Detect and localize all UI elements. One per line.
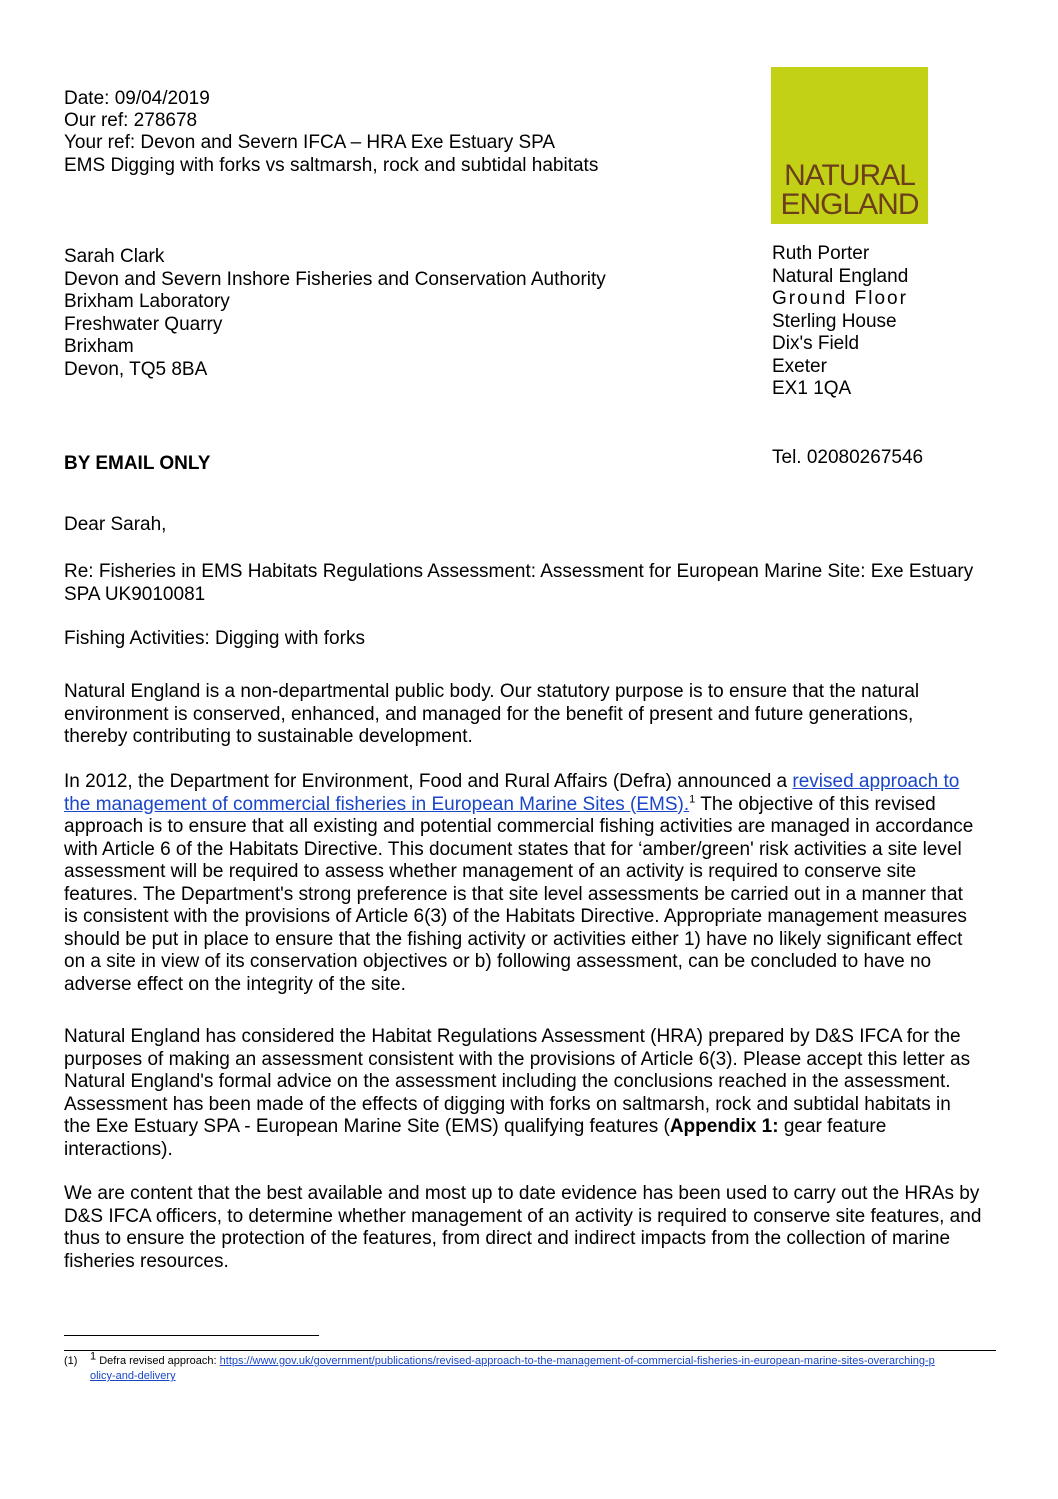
salutation: Dear Sarah,: [64, 514, 167, 535]
recipient-address: [64, 246, 606, 381]
recipient-line: Brixham Laboratory: [64, 291, 230, 312]
sender-line: Ground Floor: [772, 288, 908, 309]
sender-address: [772, 243, 908, 401]
sender-line: Ruth Porter: [772, 243, 870, 264]
sender-line: Dix's Field: [772, 333, 860, 354]
logo-text-natural: NATURAL: [784, 159, 915, 192]
footnote-number: 1: [90, 1350, 97, 1363]
natural-england-logo: [771, 67, 928, 224]
paragraph-statutory-purpose: Natural England is a non-departmental public body. Our statutory purpose is to ensure that the natural environment is conserved, enhanced, and managed for the benefit of present and future generations, thereby contributing to sustainable development.: [64, 681, 920, 747]
letter-subject: EMS Digging with forks vs saltmarsh, rock and subtidal habitats: [64, 155, 599, 176]
sender-line: Sterling House: [772, 310, 897, 332]
paragraph-text: Natural England has considered the Habitat Regulations Assessment (HRA) prepared by D&S IFCA for the purposes of making an assessment consistent with the provisions of Article 6(3). Please accept this letter as Natural England's formal advice on the assessment including the conclusions reached in the assessment. Assessment has been made of the effects of digging with forks on saltmarsh, rock and subtidal habitats in the Exe Estuary SPA - European Marine Site (EMS) qualifying features (: [64, 1026, 971, 1137]
footnote-url-link[interactable]: https://www.gov.uk/government/publications/revised-approach-to-the-management-of-commercial-fisheries-in-european-marine-sites-overarching-policy-and-delivery: [90, 1355, 935, 1382]
sender-line: Natural England: [772, 265, 909, 287]
our-reference: Our ref: 278678: [64, 110, 198, 131]
paragraph-text: The objective of this revised approach is to ensure that all existing and potential commercial fishing activities are managed in accordance with Article 6 of the Habitats Directive. This document states that for ‘amber/green' risk activities a site level assessment will be required to assess whether management of an activity is required to conserve site features. The Department's strong preference is that site level assessments be carried out in a manner that is consistent with the provisions of Article 6(3) of the Habitats Directive. Appropriate management measures should be put in place to ensure that the fishing activity or activities either 1) have no likely significant effect on a site in view of its conservation objectives or b) following assessment, can be concluded to have no adverse effect on the integrity of the site.: [64, 793, 974, 995]
sender-telephone: Tel. 02080267546: [772, 447, 924, 468]
recipient-line: Brixham: [64, 336, 134, 357]
fishing-activities: Fishing Activities: Digging with forks: [64, 628, 365, 649]
appendix-reference: Appendix 1:: [669, 1116, 779, 1137]
paragraph-text: gear feature interactions).: [64, 1116, 887, 1160]
letter-date: Date: 09/04/2019: [64, 88, 210, 109]
footnote-text: [90, 1350, 940, 1384]
recipient-line: Devon, TQ5 8BA: [64, 358, 208, 380]
footnote-marker: (1): [64, 1355, 78, 1367]
sender-line: EX1 1QA: [772, 378, 852, 399]
revised-approach-link[interactable]: revised approach to the management of commercial fisheries in European Marine Sites (EMS).: [64, 771, 960, 815]
sender-line: Exeter: [772, 355, 827, 377]
your-reference: Your ref: Devon and Severn IFCA – HRA Exe Estuary SPA: [64, 132, 556, 153]
recipient-line: Sarah Clark: [64, 246, 165, 267]
recipient-line: Freshwater Quarry: [64, 313, 223, 335]
delivery-method: BY EMAIL ONLY: [64, 453, 211, 474]
paragraph-text: In 2012, the Department for Environment, Food and Rural Affairs (Defra) announced a: [64, 771, 793, 792]
logo-text-england: ENGLAND: [780, 188, 919, 221]
re-line: Re: Fisheries in EMS Habitats Regulations Assessment: Assessment for European Marine Site: Exe Estuary SPA UK9010081: [64, 561, 974, 605]
paragraph-evidence: We are content that the best available and most up to date evidence has been used to carry out the HRAs by D&S IFCA officers, to determine whether management of an activity is required to conserve site features, and thus to ensure the protection of the features, from direct and indirect impacts from the collection of marine fisheries resources.: [64, 1183, 982, 1272]
recipient-line: Devon and Severn Inshore Fisheries and Conservation Authority: [64, 268, 606, 290]
footnote-separator: [64, 1335, 319, 1336]
footnote-label: Defra revised approach:: [99, 1355, 220, 1367]
paragraph-defra-approach: [64, 771, 976, 996]
paragraph-hra-assessment: [64, 1026, 979, 1161]
footnote-divider: [64, 1350, 996, 1351]
footnote-reference: 1: [689, 793, 696, 806]
